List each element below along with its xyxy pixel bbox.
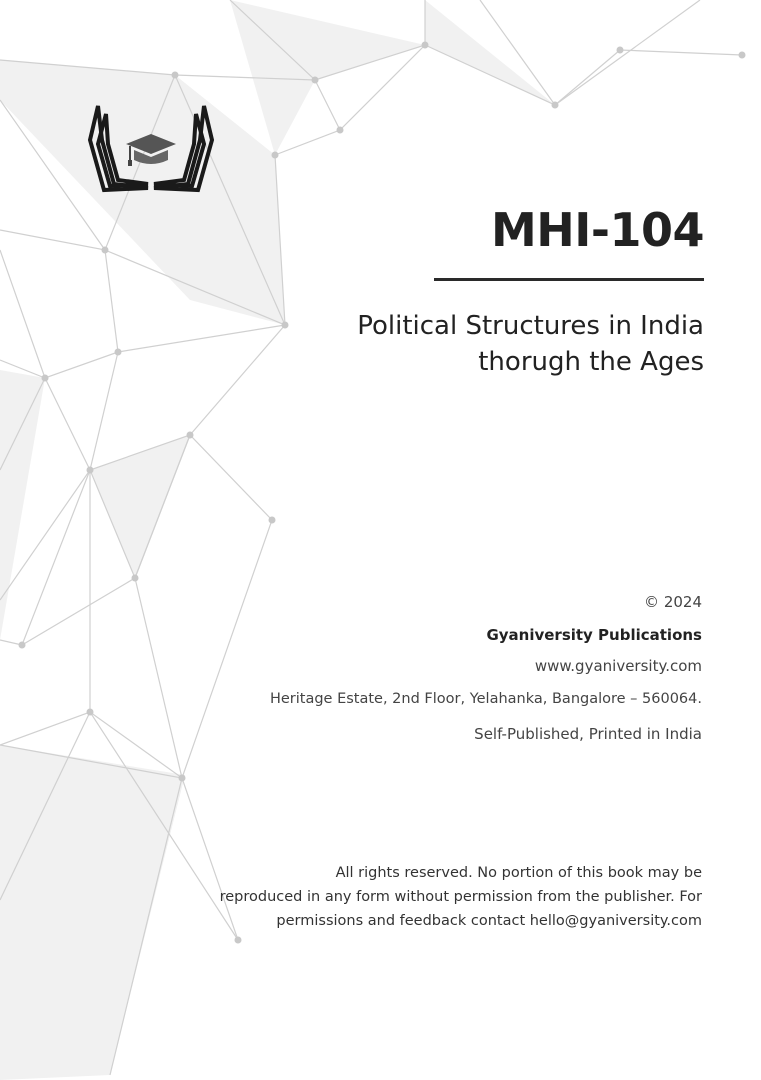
rights-line-3: permissions and feedback contact hello@gyaniversity.com (276, 913, 702, 929)
course-code: MHI-104 (490, 203, 704, 257)
publisher-website: www.gyaniversity.com (534, 657, 702, 675)
printing-note: Self-Published, Printed in India (474, 725, 702, 743)
title-divider (434, 278, 704, 281)
publisher-address: Heritage Estate, 2nd Floor, Yelahanka, Bangalore – 560064. (269, 691, 702, 707)
publisher-name: Gyaniversity Publications (486, 626, 702, 644)
copyright-year: © 2024 (644, 593, 702, 611)
rights-notice (102, 861, 702, 933)
book-graduation-cap-icon (86, 100, 216, 200)
title-line-1: Political Structures in India (357, 311, 704, 341)
title-line-2: thorugh the Ages (478, 347, 704, 377)
rights-line-2: reproduced in any form without permission from the publisher. For (219, 889, 702, 905)
book-title (244, 308, 704, 380)
rights-line-1: All rights reserved. No portion of this book may be (335, 865, 702, 881)
